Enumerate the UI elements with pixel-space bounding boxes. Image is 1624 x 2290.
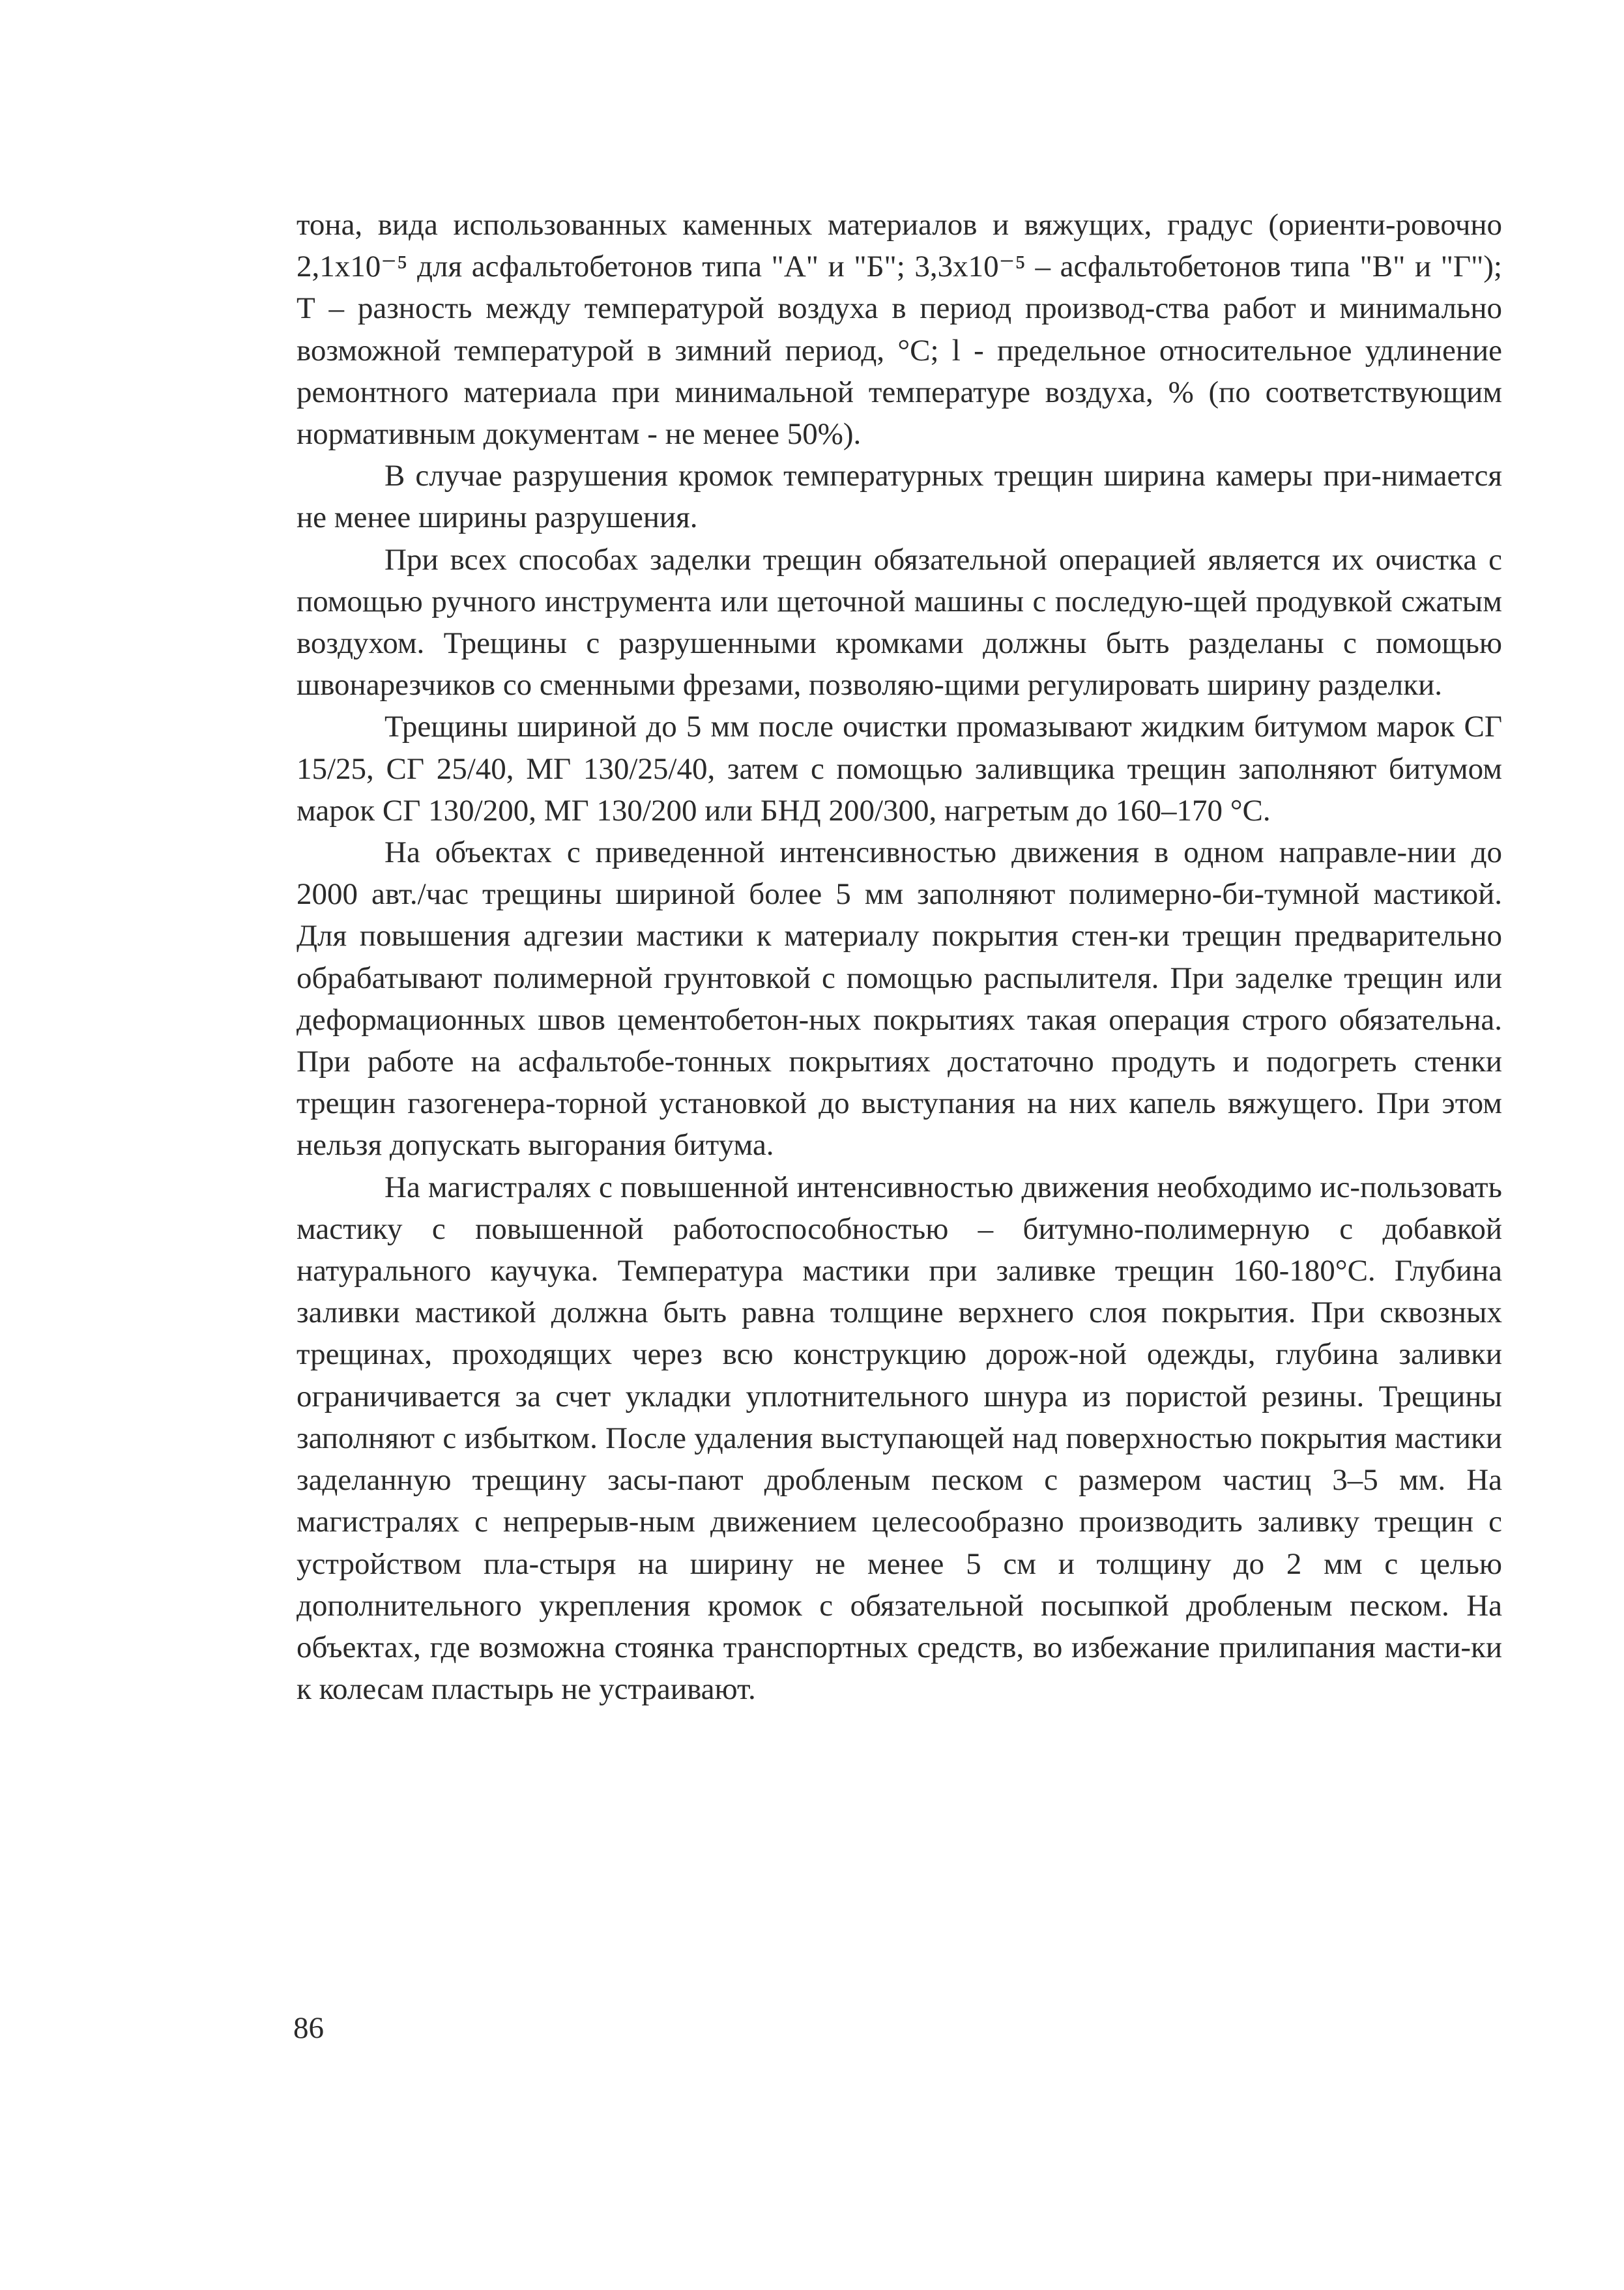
paragraph: В случае разрушения кромок температурных трещин ширина камеры при-нимается не менее ширины разрушения. bbox=[297, 459, 1502, 535]
paragraph: На магистралях с повышенной интенсивностью движения необходимо ис-пользовать мастику с повышенной работоспособностью – битумно-полимерную с добавкой натурального каучука. Температура мастики при заливке трещин 160-180°С. Глубина заливки мастикой должна быть равна толщине верхнего слоя покрытия. При сквозных трещинах, проходящих через всю конструкцию дорож-ной одежды, глубина заливки ограничивается за счет укладки уплотнительного шнура из пористой резины. Трещины заполняют с избытком. После удаления выступающей над поверхностью покрытия мастики заделанную трещину засы-пают дробленым песком с размером частиц 3–5 мм. На магистралях с непрерыв-ным движением целесообразно производить заливку трещин с устройством пла-стыря на ширину не менее 5 см и толщину до 2 мм с целью дополнительного укрепления кромок с обязательной посыпкой дробленым песком. На объектах, где возможна стоянка транспортных средств, во избежание прилипания масти-ки к колесам пластырь не устраивают. bbox=[297, 1170, 1502, 1707]
paragraph-continuation: тона, вида использованных каменных материалов и вяжущих, градус (ориенти-ровочно 2,1х10⁻⁵ для асфальтобетонов типа "А" и "Б"; 3,3х10⁻⁵ – асфальтобетонов типа "В" и "Г"); Т – разность между температурой воздуха в период производ-ства работ и минимально возможной температурой в зимний период, °С; l - предельное относительное удлинение ремонтного материала при минимальной температуре воздуха, % (по соответствующим нормативным документам - не менее 50%). bbox=[297, 208, 1502, 452]
body-text bbox=[297, 204, 1502, 1710]
page-number: 86 bbox=[293, 2011, 324, 2045]
paragraph: При всех способах заделки трещин обязательной операцией является их очистка с помощью ручного инструмента или щеточной машины с последую-щей продувкой сжатым воздухом. Трещины с разрушенными кромками должны быть разделаны с помощью швонарезчиков со сменными фрезами, позволяю-щими регулировать ширину разделки. bbox=[297, 542, 1502, 703]
paragraph: На объектах с приведенной интенсивностью движения в одном направле-нии до 2000 авт./час трещины шириной более 5 мм заполняют полимерно-би-тумной мастикой. Для повышения адгезии мастики к материалу покрытия стен-ки трещин предварительно обрабатывают полимерной грунтовкой с помощью распылителя. При заделке трещин или деформационных швов цементобетон-ных покрытиях такая операция строго обязательна. При работе на асфальтобе-тонных покрытиях достаточно продуть и подогреть стенки трещин газогенера-торной установкой до выступания на них капель вяжущего. При этом нельзя допускать выгорания битума. bbox=[297, 835, 1502, 1163]
paragraph: Трещины шириной до 5 мм после очистки промазывают жидким битумом марок СГ 15/25, СГ 25/40, МГ 130/25/40, затем с помощью заливщика трещин заполняют битумом марок СГ 130/200, МГ 130/200 или БНД 200/300, нагретым до 160–170 °С. bbox=[297, 710, 1502, 828]
